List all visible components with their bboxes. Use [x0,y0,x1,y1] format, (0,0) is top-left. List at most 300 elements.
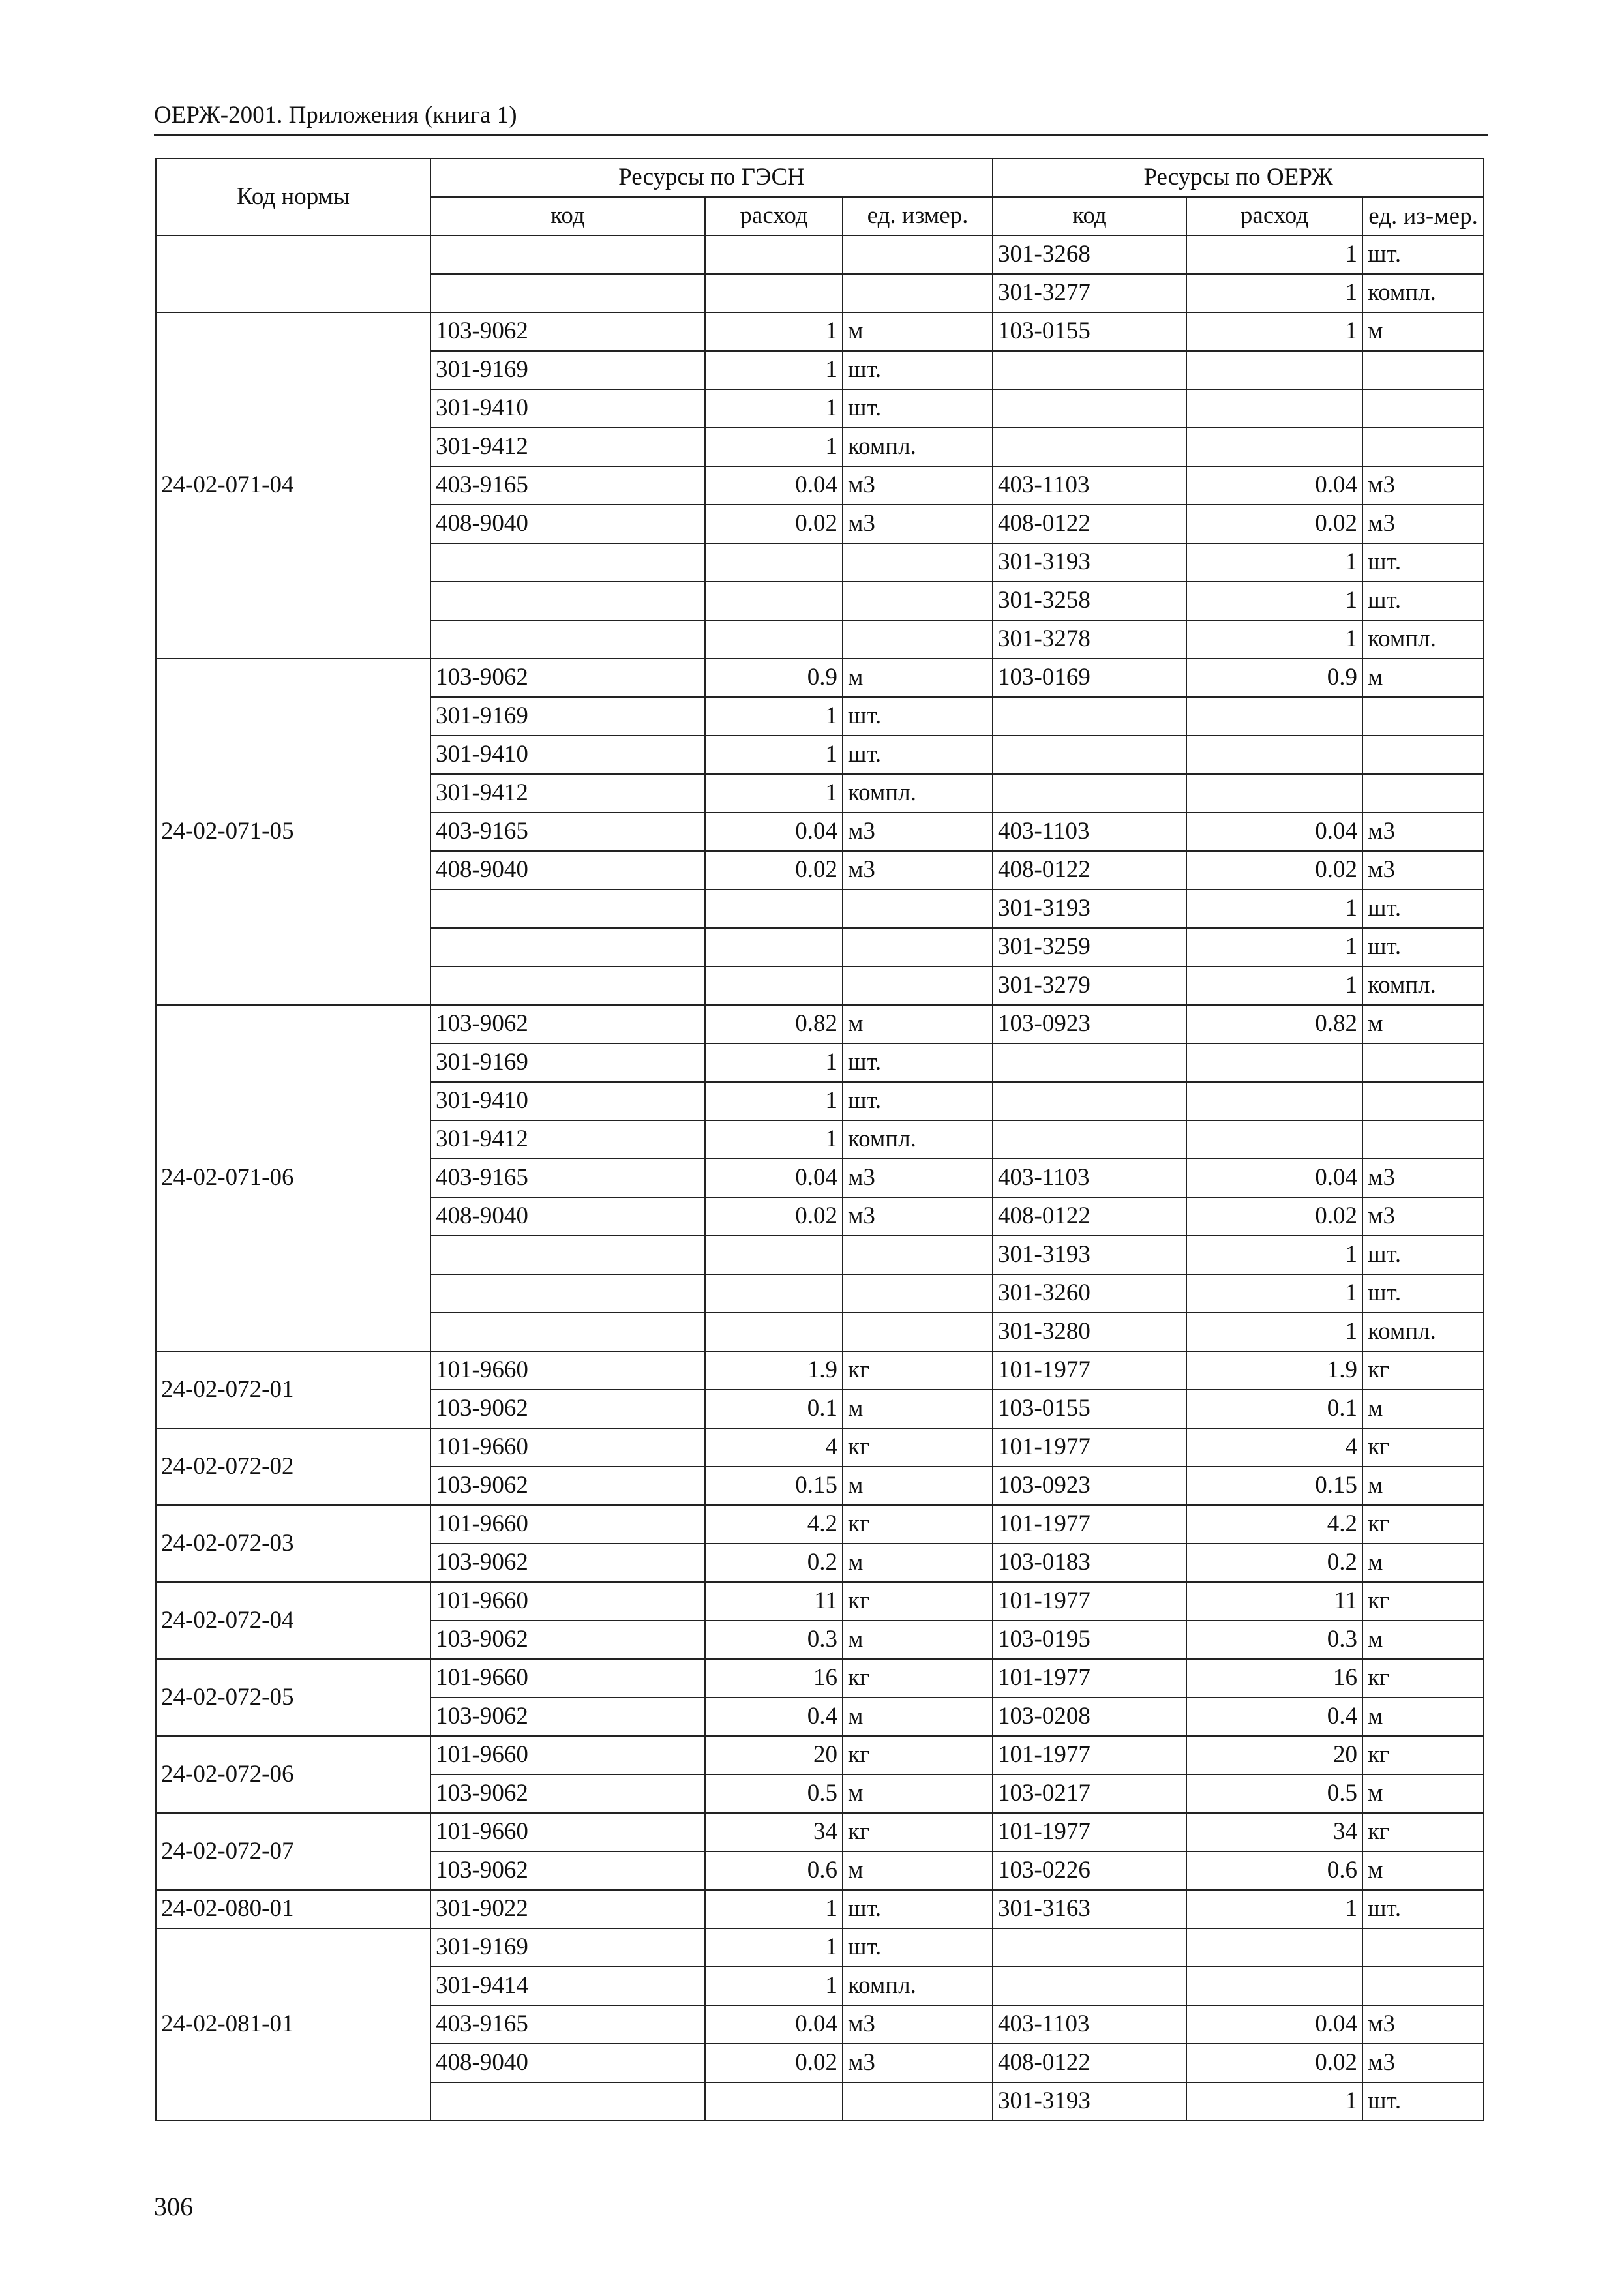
header-title: ОЕРЖ-2001. Приложения (книга 1) [154,102,517,128]
oerzh-code-cell: 103-0155 [993,312,1186,351]
gesn-code-cell: 301-9169 [430,1928,705,1967]
gesn-code-cell: 403-9165 [430,813,705,851]
oerzh-unit-cell: м3 [1362,2044,1484,2082]
gesn-unit-cell: м3 [843,505,993,543]
table-row [156,1659,1484,1698]
oerzh-unit-cell: м [1362,1774,1484,1813]
gesn-unit-cell [843,235,993,274]
norm-code-cell: 24-02-072-03 [156,1505,430,1582]
gesn-unit-cell: м3 [843,2044,993,2082]
oerzh-unit-cell: кг [1362,1659,1484,1698]
oerzh-unit-cell: м3 [1362,813,1484,851]
gesn-amount-cell: 1 [705,389,843,428]
gesn-code-cell: 301-9410 [430,389,705,428]
gesn-amount-cell: 1 [705,1890,843,1928]
oerzh-code-cell: 103-0169 [993,659,1186,697]
gesn-unit-cell: кг [843,1736,993,1774]
oerzh-code-cell: 101-1977 [993,1428,1186,1467]
header-oerzh-unit: ед. из-мер. [1362,197,1484,235]
oerzh-amount-cell: 16 [1186,1659,1362,1698]
gesn-unit-cell: м3 [843,813,993,851]
gesn-code-cell: 408-9040 [430,851,705,890]
oerzh-unit-cell: м3 [1362,1159,1484,1197]
table-body [156,235,1484,2121]
oerzh-amount-cell: 34 [1186,1813,1362,1851]
oerzh-unit-cell [1362,774,1484,813]
oerzh-code-cell [993,1082,1186,1120]
oerzh-unit-cell [1362,1043,1484,1082]
gesn-code-cell: 301-9169 [430,1043,705,1082]
oerzh-amount-cell: 0.04 [1186,2005,1362,2044]
oerzh-code-cell: 301-3193 [993,890,1186,928]
oerzh-amount-cell: 1 [1186,966,1362,1005]
gesn-unit-cell: компл. [843,774,993,813]
gesn-unit-cell: м3 [843,2005,993,2044]
oerzh-unit-cell: шт. [1362,2082,1484,2121]
gesn-unit-cell: кг [843,1428,993,1467]
oerzh-unit-cell: шт. [1362,235,1484,274]
oerzh-amount-cell: 4.2 [1186,1505,1362,1544]
gesn-amount-cell [705,235,843,274]
oerzh-code-cell: 301-3277 [993,274,1186,312]
oerzh-amount-cell: 1 [1186,1890,1362,1928]
gesn-unit-cell: м3 [843,1197,993,1236]
oerzh-code-cell: 301-3193 [993,543,1186,582]
gesn-amount-cell: 34 [705,1813,843,1851]
oerzh-code-cell: 301-3260 [993,1274,1186,1313]
oerzh-amount-cell [1186,1928,1362,1967]
oerzh-code-cell: 301-3259 [993,928,1186,966]
gesn-amount-cell: 0.15 [705,1467,843,1505]
oerzh-code-cell [993,1120,1186,1159]
gesn-code-cell: 103-9062 [430,1390,705,1428]
oerzh-amount-cell [1186,1082,1362,1120]
oerzh-unit-cell: м [1362,1544,1484,1582]
gesn-amount-cell [705,620,843,659]
gesn-amount-cell: 1.9 [705,1351,843,1390]
gesn-unit-cell: шт. [843,389,993,428]
norm-code-cell: 24-02-072-04 [156,1582,430,1659]
oerzh-amount-cell: 0.1 [1186,1390,1362,1428]
table-row [156,1928,1484,1967]
gesn-amount-cell: 0.5 [705,1774,843,1813]
gesn-code-cell: 101-9660 [430,1351,705,1390]
gesn-unit-cell: м [843,659,993,697]
gesn-code-cell [430,1313,705,1351]
gesn-code-cell: 301-9412 [430,1120,705,1159]
gesn-amount-cell [705,928,843,966]
oerzh-code-cell: 103-0923 [993,1467,1186,1505]
oerzh-amount-cell: 0.02 [1186,2044,1362,2082]
gesn-amount-cell: 0.1 [705,1390,843,1428]
table-row [156,1813,1484,1851]
gesn-code-cell [430,890,705,928]
gesn-unit-cell: м [843,1005,993,1043]
gesn-code-cell: 103-9062 [430,1851,705,1890]
table-row [156,659,1484,697]
gesn-amount-cell: 0.02 [705,505,843,543]
oerzh-code-cell [993,1928,1186,1967]
table-row [156,1005,1484,1043]
oerzh-amount-cell: 0.5 [1186,1774,1362,1813]
gesn-unit-cell: шт. [843,697,993,736]
gesn-amount-cell: 1 [705,312,843,351]
gesn-unit-cell: кг [843,1813,993,1851]
oerzh-amount-cell: 0.3 [1186,1621,1362,1659]
oerzh-code-cell: 403-1103 [993,2005,1186,2044]
norm-code-cell: 24-02-080-01 [156,1890,430,1928]
header-group-gesn: Ресурсы по ГЭСН [430,158,993,197]
norm-code-cell: 24-02-081-01 [156,1928,430,2121]
gesn-unit-cell: м [843,1467,993,1505]
norm-code-cell: 24-02-071-04 [156,312,430,659]
gesn-amount-cell: 0.04 [705,2005,843,2044]
gesn-code-cell [430,928,705,966]
gesn-unit-cell: м3 [843,466,993,505]
table-row [156,1351,1484,1390]
gesn-unit-cell [843,620,993,659]
gesn-amount-cell: 0.6 [705,1851,843,1890]
oerzh-unit-cell: м [1362,1698,1484,1736]
header-gesn-code: код [430,197,705,235]
oerzh-unit-cell: м [1362,1621,1484,1659]
gesn-amount-cell [705,582,843,620]
norm-code-cell: 24-02-071-05 [156,659,430,1005]
oerzh-unit-cell: м [1362,1390,1484,1428]
oerzh-unit-cell: кг [1362,1582,1484,1621]
oerzh-amount-cell: 0.82 [1186,1005,1362,1043]
gesn-amount-cell [705,890,843,928]
gesn-unit-cell [843,928,993,966]
oerzh-amount-cell: 0.9 [1186,659,1362,697]
gesn-code-cell: 301-9412 [430,774,705,813]
gesn-amount-cell: 1 [705,1043,843,1082]
oerzh-amount-cell: 0.02 [1186,851,1362,890]
gesn-amount-cell: 0.02 [705,2044,843,2082]
gesn-unit-cell: м [843,312,993,351]
oerzh-code-cell [993,774,1186,813]
gesn-unit-cell [843,966,993,1005]
gesn-amount-cell [705,1274,843,1313]
oerzh-code-cell: 408-0122 [993,505,1186,543]
page-header [154,97,1488,136]
oerzh-unit-cell: компл. [1362,274,1484,312]
gesn-code-cell: 103-9062 [430,312,705,351]
oerzh-unit-cell: шт. [1362,543,1484,582]
gesn-unit-cell: шт. [843,1043,993,1082]
gesn-amount-cell: 4 [705,1428,843,1467]
gesn-unit-cell [843,582,993,620]
gesn-code-cell [430,1236,705,1274]
oerzh-code-cell: 301-3280 [993,1313,1186,1351]
gesn-code-cell: 403-9165 [430,2005,705,2044]
oerzh-code-cell [993,736,1186,774]
oerzh-code-cell: 408-0122 [993,1197,1186,1236]
oerzh-amount-cell: 1 [1186,620,1362,659]
gesn-code-cell: 101-9660 [430,1582,705,1621]
gesn-code-cell: 403-9165 [430,466,705,505]
oerzh-unit-cell: кг [1362,1736,1484,1774]
oerzh-code-cell: 103-0183 [993,1544,1186,1582]
oerzh-code-cell [993,351,1186,389]
table-row [156,1890,1484,1928]
oerzh-code-cell: 301-3163 [993,1890,1186,1928]
gesn-unit-cell: кг [843,1582,993,1621]
gesn-code-cell: 301-9412 [430,428,705,466]
oerzh-unit-cell: м [1362,1467,1484,1505]
oerzh-amount-cell: 0.04 [1186,1159,1362,1197]
gesn-code-cell: 408-9040 [430,1197,705,1236]
oerzh-code-cell: 101-1977 [993,1736,1186,1774]
oerzh-unit-cell [1362,1928,1484,1967]
gesn-code-cell: 408-9040 [430,505,705,543]
oerzh-unit-cell: м [1362,312,1484,351]
gesn-unit-cell: м3 [843,851,993,890]
gesn-unit-cell: компл. [843,1120,993,1159]
gesn-unit-cell: кг [843,1505,993,1544]
gesn-amount-cell: 4.2 [705,1505,843,1544]
oerzh-unit-cell: кг [1362,1428,1484,1467]
oerzh-code-cell: 403-1103 [993,1159,1186,1197]
oerzh-code-cell: 103-0155 [993,1390,1186,1428]
gesn-unit-cell [843,1236,993,1274]
gesn-amount-cell: 1 [705,774,843,813]
oerzh-amount-cell [1186,1967,1362,2005]
gesn-code-cell: 103-9062 [430,1621,705,1659]
oerzh-amount-cell [1186,736,1362,774]
oerzh-code-cell: 101-1977 [993,1813,1186,1851]
gesn-code-cell [430,620,705,659]
header-gesn-amount: расход [705,197,843,235]
oerzh-amount-cell: 1 [1186,928,1362,966]
oerzh-amount-cell: 0.15 [1186,1467,1362,1505]
header-oerzh-code: код [993,197,1186,235]
oerzh-amount-cell [1186,389,1362,428]
gesn-amount-cell: 16 [705,1659,843,1698]
oerzh-unit-cell: компл. [1362,620,1484,659]
oerzh-amount-cell: 1 [1186,1274,1362,1313]
oerzh-code-cell: 301-3193 [993,1236,1186,1274]
gesn-code-cell [430,543,705,582]
gesn-code-cell: 101-9660 [430,1505,705,1544]
gesn-code-cell: 301-9410 [430,1082,705,1120]
oerzh-code-cell: 301-3279 [993,966,1186,1005]
oerzh-unit-cell: компл. [1362,1313,1484,1351]
gesn-amount-cell [705,543,843,582]
oerzh-amount-cell [1186,774,1362,813]
oerzh-unit-cell: шт. [1362,1236,1484,1274]
oerzh-code-cell [993,1043,1186,1082]
oerzh-amount-cell: 0.6 [1186,1851,1362,1890]
gesn-amount-cell: 0.4 [705,1698,843,1736]
oerzh-code-cell: 101-1977 [993,1582,1186,1621]
oerzh-amount-cell [1186,1043,1362,1082]
gesn-code-cell: 301-9414 [430,1967,705,2005]
norm-code-cell: 24-02-072-06 [156,1736,430,1813]
oerzh-amount-cell: 1 [1186,274,1362,312]
oerzh-code-cell: 103-0923 [993,1005,1186,1043]
gesn-unit-cell [843,1313,993,1351]
oerzh-amount-cell: 0.02 [1186,505,1362,543]
gesn-unit-cell [843,1274,993,1313]
gesn-code-cell [430,966,705,1005]
gesn-code-cell: 403-9165 [430,1159,705,1197]
gesn-unit-cell [843,890,993,928]
oerzh-amount-cell: 0.04 [1186,466,1362,505]
gesn-code-cell: 408-9040 [430,2044,705,2082]
gesn-amount-cell: 1 [705,736,843,774]
resources-table [155,158,1484,2121]
header-norm-code: Код нормы [156,158,430,235]
gesn-amount-cell: 1 [705,1120,843,1159]
oerzh-amount-cell [1186,1120,1362,1159]
norm-code-cell: 24-02-072-05 [156,1659,430,1736]
gesn-code-cell: 301-9169 [430,351,705,389]
gesn-amount-cell: 20 [705,1736,843,1774]
page-number: 306 [154,2192,193,2221]
oerzh-code-cell: 403-1103 [993,466,1186,505]
oerzh-unit-cell: м3 [1362,505,1484,543]
oerzh-amount-cell: 1 [1186,543,1362,582]
norm-code-cell: 24-02-072-02 [156,1428,430,1505]
oerzh-amount-cell: 0.4 [1186,1698,1362,1736]
oerzh-code-cell: 103-0217 [993,1774,1186,1813]
gesn-unit-cell [843,543,993,582]
gesn-code-cell: 103-9062 [430,1467,705,1505]
oerzh-code-cell [993,389,1186,428]
oerzh-unit-cell: шт. [1362,928,1484,966]
gesn-code-cell: 101-9660 [430,1813,705,1851]
oerzh-amount-cell: 0.02 [1186,1197,1362,1236]
header-gesn-unit: ед. измер. [843,197,993,235]
gesn-amount-cell: 0.3 [705,1621,843,1659]
oerzh-unit-cell [1362,1967,1484,2005]
norm-code-cell [156,235,430,312]
gesn-code-cell: 101-9660 [430,1736,705,1774]
oerzh-unit-cell: м [1362,659,1484,697]
norm-code-cell: 24-02-072-07 [156,1813,430,1890]
oerzh-code-cell: 408-0122 [993,2044,1186,2082]
gesn-amount-cell: 1 [705,428,843,466]
gesn-unit-cell: шт. [843,1928,993,1967]
oerzh-amount-cell: 20 [1186,1736,1362,1774]
oerzh-amount-cell: 0.04 [1186,813,1362,851]
oerzh-unit-cell: м3 [1362,851,1484,890]
oerzh-amount-cell: 1 [1186,1313,1362,1351]
oerzh-unit-cell: компл. [1362,966,1484,1005]
oerzh-code-cell: 301-3268 [993,235,1186,274]
oerzh-amount-cell: 1 [1186,1236,1362,1274]
gesn-amount-cell: 1 [705,1082,843,1120]
gesn-unit-cell [843,2082,993,2121]
gesn-amount-cell: 0.04 [705,813,843,851]
gesn-unit-cell: шт. [843,1890,993,1928]
table-row [156,1582,1484,1621]
gesn-unit-cell: м [843,1698,993,1736]
gesn-code-cell: 103-9062 [430,1698,705,1736]
gesn-amount-cell: 0.04 [705,466,843,505]
oerzh-code-cell [993,428,1186,466]
gesn-code-cell: 301-9169 [430,697,705,736]
norm-code-cell: 24-02-072-01 [156,1351,430,1428]
gesn-amount-cell: 0.02 [705,851,843,890]
oerzh-unit-cell: шт. [1362,1274,1484,1313]
oerzh-code-cell: 408-0122 [993,851,1186,890]
oerzh-unit-cell [1362,1120,1484,1159]
gesn-unit-cell: шт. [843,1082,993,1120]
gesn-amount-cell: 1 [705,1967,843,2005]
gesn-code-cell: 101-9660 [430,1428,705,1467]
oerzh-unit-cell: м3 [1362,1197,1484,1236]
gesn-code-cell: 101-9660 [430,1659,705,1698]
table-row [156,1736,1484,1774]
gesn-code-cell: 103-9062 [430,1774,705,1813]
table-row [156,235,1484,274]
gesn-amount-cell: 1 [705,1928,843,1967]
gesn-amount-cell [705,1236,843,1274]
gesn-amount-cell [705,1313,843,1351]
gesn-unit-cell: кг [843,1659,993,1698]
oerzh-amount-cell: 1.9 [1186,1351,1362,1390]
oerzh-code-cell: 101-1977 [993,1351,1186,1390]
norm-code-cell: 24-02-071-06 [156,1005,430,1351]
oerzh-amount-cell [1186,697,1362,736]
oerzh-unit-cell [1362,389,1484,428]
header-group-oerzh: Ресурсы по ОЕРЖ [993,158,1484,197]
oerzh-code-cell: 301-3193 [993,2082,1186,2121]
oerzh-amount-cell: 1 [1186,890,1362,928]
oerzh-unit-cell [1362,428,1484,466]
oerzh-unit-cell: м [1362,1851,1484,1890]
gesn-amount-cell: 0.82 [705,1005,843,1043]
oerzh-unit-cell [1362,697,1484,736]
gesn-unit-cell [843,274,993,312]
oerzh-code-cell: 103-0226 [993,1851,1186,1890]
oerzh-unit-cell [1362,1082,1484,1120]
gesn-unit-cell: м [843,1390,993,1428]
gesn-code-cell [430,1274,705,1313]
oerzh-unit-cell [1362,351,1484,389]
gesn-code-cell: 301-9022 [430,1890,705,1928]
table-row [156,1505,1484,1544]
gesn-code-cell: 103-9062 [430,1544,705,1582]
oerzh-code-cell: 301-3278 [993,620,1186,659]
oerzh-unit-cell: шт. [1362,1890,1484,1928]
gesn-amount-cell [705,966,843,1005]
table-row [156,312,1484,351]
oerzh-unit-cell: м3 [1362,466,1484,505]
gesn-unit-cell: м [843,1774,993,1813]
gesn-amount-cell: 1 [705,697,843,736]
gesn-unit-cell: м [843,1621,993,1659]
gesn-code-cell: 103-9062 [430,659,705,697]
oerzh-code-cell: 103-0195 [993,1621,1186,1659]
oerzh-unit-cell [1362,736,1484,774]
oerzh-code-cell: 301-3258 [993,582,1186,620]
oerzh-code-cell [993,1967,1186,2005]
gesn-code-cell [430,2082,705,2121]
gesn-unit-cell: м3 [843,1159,993,1197]
oerzh-unit-cell: кг [1362,1351,1484,1390]
gesn-code-cell: 301-9410 [430,736,705,774]
oerzh-unit-cell: кг [1362,1813,1484,1851]
oerzh-amount-cell: 1 [1186,312,1362,351]
gesn-unit-cell: кг [843,1351,993,1390]
gesn-code-cell [430,274,705,312]
gesn-amount-cell: 11 [705,1582,843,1621]
gesn-amount-cell: 0.04 [705,1159,843,1197]
gesn-code-cell: 103-9062 [430,1005,705,1043]
